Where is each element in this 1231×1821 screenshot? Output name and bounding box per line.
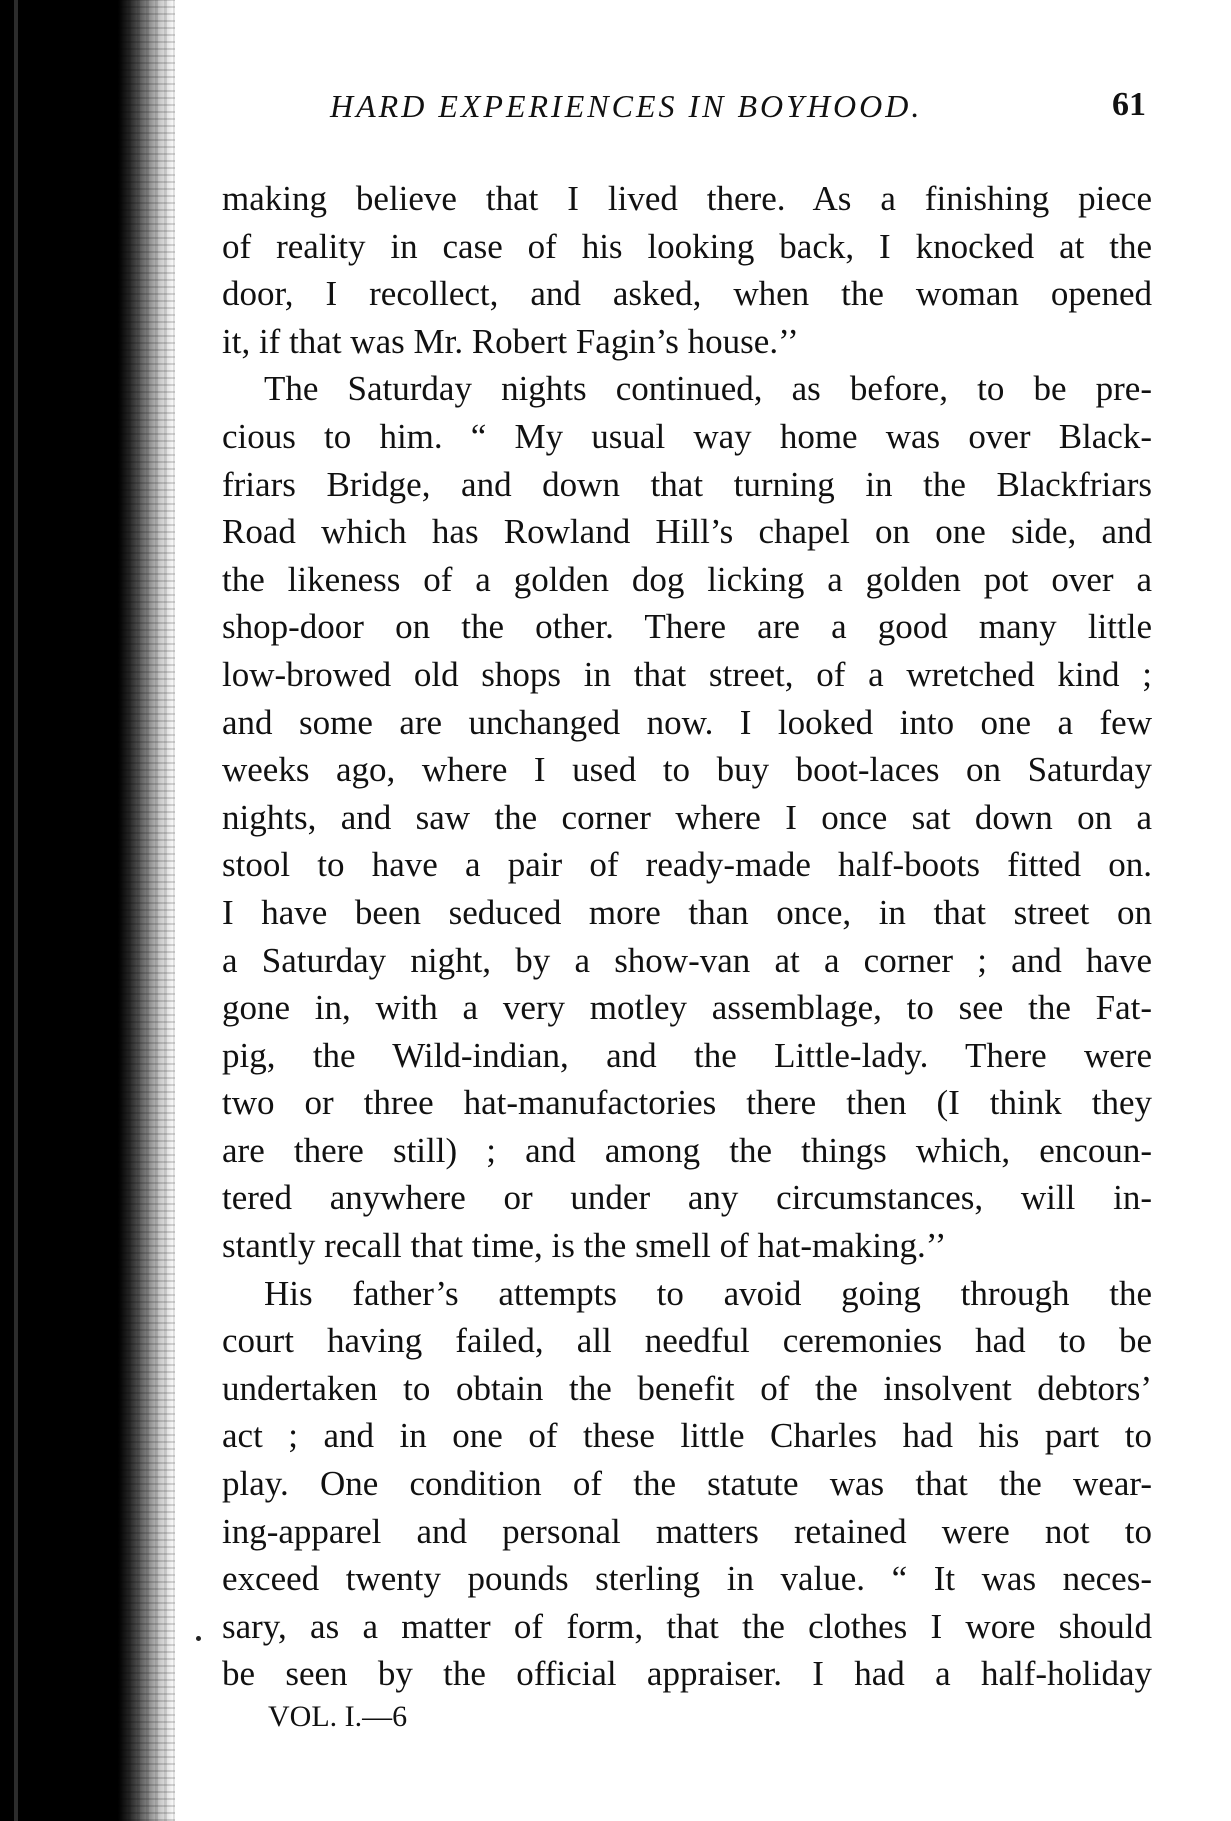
text-line: I have been seduced more than once, in that street on [222,892,1152,932]
text-line: Road which has Rowland Hill’s chapel on one side, and [222,512,1152,552]
body-text [222,175,1152,1698]
text-line: gone in, with a very motley assemblage, to see the Fat- [222,988,1152,1028]
text-line: friars Bridge, and down that turning in the Blackfriars [222,464,1152,504]
text-line: sary, as a matter of form, that the clothes I wore should [222,1606,1152,1646]
page-number: 61 [1112,86,1146,123]
text-line: The Saturday nights continued, as before, to be pre- [264,369,1152,409]
text-line: be seen by the official appraiser. I had a half-holiday [222,1654,1152,1694]
text-line: His father’s attempts to avoid going through the [264,1273,1152,1313]
gutter-speckle [110,0,175,1821]
text-line: the likeness of a golden dog licking a golden pot over a [222,559,1152,599]
text-line: low-browed old shops in that street, of a wretched kind ; [222,654,1152,694]
text-line: and some are unchanged now. I looked into one a few [222,702,1152,742]
text-line: shop-door on the other. There are a good many little [222,607,1152,647]
text-line: a Saturday night, by a show-van at a corner ; and have [222,940,1152,980]
signature-mark: VOL. I.—6 [268,1700,408,1733]
text-line: door, I recollect, and asked, when the woman opened [222,274,1152,314]
text-line: pig, the Wild-indian, and the Little-lady. There were [222,1035,1152,1075]
text-line: making believe that I lived there. As a finishing piece [222,179,1152,218]
gutter-edge-line [14,0,18,1821]
text-line: tered anywhere or under any circumstances, will in- [222,1178,1152,1218]
text-line: ing-apparel and personal matters retained were not to [222,1511,1152,1551]
text-line: of reality in case of his looking back, I knocked at the [222,226,1152,266]
text-line: nights, and saw the corner where I once sat down on a [222,797,1152,837]
text-line: stantly recall that time, is the smell of hat-making.’’ [222,1226,947,1266]
text-line: two or three hat-manufactories there then (I think they [222,1083,1152,1123]
text-line: cious to him. “ My usual way home was over Black- [222,416,1152,456]
stray-ink-dot [196,1636,201,1641]
text-line: act ; and in one of these little Charles had his part to [222,1416,1152,1456]
running-head: HARD EXPERIENCES IN BOYHOOD. [330,88,923,124]
text-line: play. One condition of the statute was that the wear- [222,1464,1152,1504]
text-line: it, if that was Mr. Robert Fagin’s house.’’ [222,321,799,361]
text-line: court having failed, all needful ceremonies had to be [222,1321,1152,1361]
text-line: weeks ago, where I used to buy boot-laces on Saturday [222,750,1152,790]
text-line: stool to have a pair of ready-made half-boots fitted on. [222,845,1152,885]
text-line: undertaken to obtain the benefit of the insolvent debtors’ [222,1368,1152,1408]
text-line: exceed twenty pounds sterling in value. “ It was neces- [222,1559,1152,1599]
text-line: are there still) ; and among the things which, encoun- [222,1130,1152,1170]
